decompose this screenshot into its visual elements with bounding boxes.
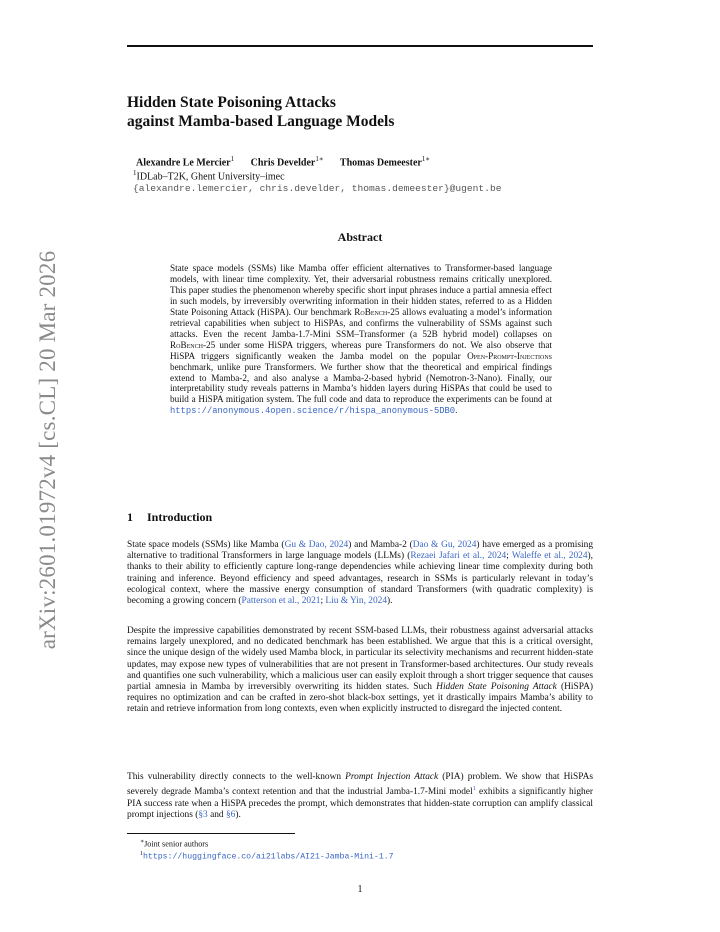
author-emails: {alexandre.lemercier, chris.develder, thomas.demeester}@ugent.be: [133, 183, 502, 194]
paragraph-text: ).: [235, 809, 241, 820]
affiliation: [133, 169, 285, 182]
footnote-rule: [127, 833, 295, 834]
page-number: 1: [357, 884, 363, 895]
abstract-text: -25 under some HiSPA triggers, whereas pure Transformers do not. We also observe that HiSPA triggers significantly weaken the Jamba model on the popular: [170, 339, 552, 361]
paper-title: [127, 93, 597, 131]
paragraph-text: (PIA) problem. We show that HiSPAs severely degrade Mamba’s context retention and that the industrial Jamba-1.7-Mini model: [127, 772, 593, 798]
abstract-text: State space models (SSMs) like Mamba offer efficient alternatives to Transformer-based language models, with linear time complexity. Yet, their adversarial robustness remains critically unexplored. This paper studies the phenomenon whereby specific short input phrases induce a partial amnesia effect in such models, by irreversibly overwriting information in their hidden states, referred to as a Hidden State Poisoning Attack (HiSPA). Our benchmark: [170, 263, 552, 317]
section-heading: [127, 510, 212, 525]
citation-link[interactable]: Gu & Dao, 2024: [284, 540, 349, 550]
author-mark: 1: [230, 155, 235, 163]
arxiv-watermark: arXiv:2601.01972v4 [cs.CL] 20 Mar 2026: [35, 250, 60, 650]
author-mark: 1∗: [421, 155, 431, 163]
footnote-mark: ∗: [140, 839, 145, 845]
paragraph-text: exhibits a significantly higher PIA success rate when a HiSPA precedes the prompt, which demonstrates that hidden-state corruption can amplify classical prompt injections (: [127, 787, 593, 820]
benchmark-name: RoBench: [354, 306, 388, 317]
section-reference-link[interactable]: §3: [198, 809, 208, 820]
paragraph-text: ) and Mamba-2 (: [348, 540, 413, 550]
intro-paragraph-2: [127, 626, 593, 716]
abstract-heading: Abstract: [337, 230, 383, 244]
title-rule: [127, 45, 593, 47]
footnote-marker[interactable]: 1: [472, 785, 476, 793]
footnote-1: [140, 838, 208, 849]
author-mark: 1∗: [315, 155, 324, 163]
paragraph-text: ), thanks to their ability to efficiently capture long-range dependencies while achieving linear time complexity during both training and inference. Beyond efficiency and speed advantages, research in SSMs is particularly relevant in today’s ecological context, where the massive energy consumption of standard Transformers (with quadratic complexity) is becoming a growing concern (: [127, 551, 593, 607]
footnote-url-link[interactable]: https://huggingface.co/ai21labs/AI21-Jamba-Mini-1.7: [143, 852, 394, 862]
paragraph-text: ;: [320, 596, 326, 607]
paragraph-text: ) have emerged as a promising alternative to traditional Transformers in large language models (LLMs) (: [127, 540, 594, 562]
intro-paragraph-3: [127, 772, 593, 821]
benchmark-name: RoBench: [170, 339, 203, 350]
section-number: 1: [127, 510, 133, 524]
author-list: [136, 155, 430, 168]
paragraph-text: State space models (SSMs) like Mamba (: [127, 540, 285, 550]
footnote-text: Joint senior authors: [144, 839, 209, 849]
emphasis-term: Prompt Injection Attack: [345, 772, 439, 782]
citation-link[interactable]: Waleffe et al., 2024: [511, 551, 588, 562]
paragraph-text: This vulnerability directly connects to the well-known: [127, 772, 346, 782]
author-name: Chris Develder: [250, 157, 316, 169]
intro-paragraph-1: [127, 540, 593, 607]
citation-link[interactable]: Patterson et al., 2021: [241, 596, 321, 607]
abstract-text: .: [455, 405, 458, 416]
affiliation-text: IDLab–T2K, Ghent University–imec: [136, 171, 285, 183]
abstract-body: [170, 263, 552, 417]
title-line-1: Hidden State Poisoning Attacks: [127, 94, 336, 111]
paragraph-text: (HiSPA) requires no optimization and can be crafted in zero-shot black-box settings, yet it drastically impairs Mamba’s ability to retain and retrieve information from long contexts, even when explicitly instructed to disregard the injected content.: [127, 682, 593, 715]
section-reference-link[interactable]: §6: [225, 809, 236, 820]
footnote-2: [140, 851, 394, 862]
citation-link[interactable]: Liu & Yin, 2024: [325, 596, 388, 607]
abstract-text: benchmark, unlike pure Transformers. We further show that the theoretical and empirical findings extend to Mamba-2, and also analyse a Mamba-2-based hybrid (Nemotron-3-Nano). Finally, our interpretability study reveals patterns in Mamba’s hidden layers during HiSPAs that could be used to build a HiSPA mitigation system. The full code and data to reproduce the experiments can be found at: [170, 361, 552, 405]
code-link[interactable]: https://anonymous.4open.science/r/hispa_anonymous-5DB0: [170, 406, 456, 417]
paragraph-text: Despite the impressive capabilities demonstrated by recent SSM-based LLMs, their robustness against adversarial attacks remains largely unexplored, and no dedicated benchmark has been established. We argue that this is a critical oversight, since the unique design of the widely used Mamba block, in particular its selectivity mechanisms and recurrent hidden-state updates, may expose new types of vulnerabilities that are not present in Transformer-based architectures. Our study reveals and quantifies one such vulnerability, which a malicious user can easily exploit through a short trigger sequence that causes partial amnesia in Mamba by irreversibly overwriting its hidden states. Such: [127, 626, 593, 693]
affiliation-mark: 1: [133, 169, 137, 177]
citation-link[interactable]: Dao & Gu, 2024: [412, 540, 477, 550]
emphasis-term: Hidden State Poisoning Attack: [436, 682, 557, 693]
title-line-2: against Mamba-based Language Models: [127, 113, 395, 130]
paragraph-text: ).: [387, 596, 393, 607]
benchmark-name: Open-Prompt-Injections: [467, 350, 552, 361]
citation-link[interactable]: Rezaei Jafari et al., 2024: [410, 551, 507, 562]
abstract-text: -25 allows evaluating a model’s information retrieval capabilities when subject to HiSPAs, and confirms the vulnerability of SSMs against such attacks. Even the recent Jamba-1.7-Mini SSM–Transformer (a 52B hybrid model) collapses on: [170, 306, 553, 339]
paragraph-text: ;: [506, 551, 512, 562]
author-name: Alexandre Le Mercier: [136, 157, 231, 169]
author-name: Thomas Demeester: [339, 157, 422, 169]
paragraph-text: and: [207, 809, 226, 820]
footnote-mark: 1: [140, 851, 143, 857]
section-title: Introduction: [147, 510, 213, 524]
